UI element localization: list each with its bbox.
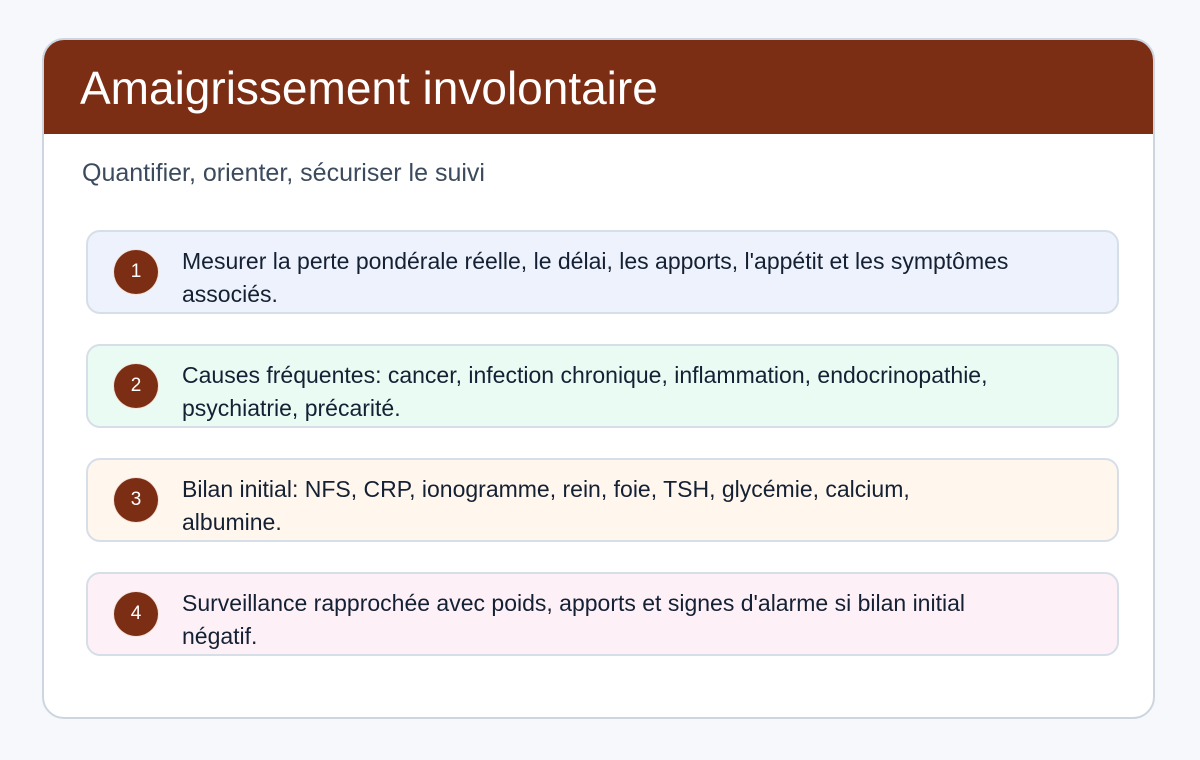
- step-text: Surveillance rapprochée avec poids, apports et signes d'alarme si bilan initial négatif.: [182, 590, 965, 649]
- step-number-badge: 3: [114, 478, 158, 522]
- step-text: Causes fréquentes: cancer, infection chronique, inflammation, endocrinopathie, psychiatrie, précarité.: [182, 362, 988, 421]
- step-number-badge: 1: [114, 250, 158, 294]
- step-card-2: [86, 344, 1119, 428]
- step-text: Bilan initial: NFS, CRP, ionogramme, rein, foie, TSH, glycémie, calcium, albumine.: [182, 476, 910, 535]
- step-number-badge: 2: [114, 364, 158, 408]
- clinical-summary-card: [42, 38, 1155, 719]
- page-title: Amaigrissement involontaire: [80, 62, 658, 114]
- step-card-3: [86, 458, 1119, 542]
- steps-list: [86, 230, 1119, 686]
- step-text: Mesurer la perte pondérale réelle, le délai, les apports, l'appétit et les symptômes associés.: [182, 248, 1009, 307]
- page-subtitle: Quantifier, orienter, sécuriser le suivi: [82, 159, 485, 187]
- step-number-badge: 4: [114, 592, 158, 636]
- step-card-1: [86, 230, 1119, 314]
- step-card-4: [86, 572, 1119, 656]
- card-header: [44, 40, 1153, 134]
